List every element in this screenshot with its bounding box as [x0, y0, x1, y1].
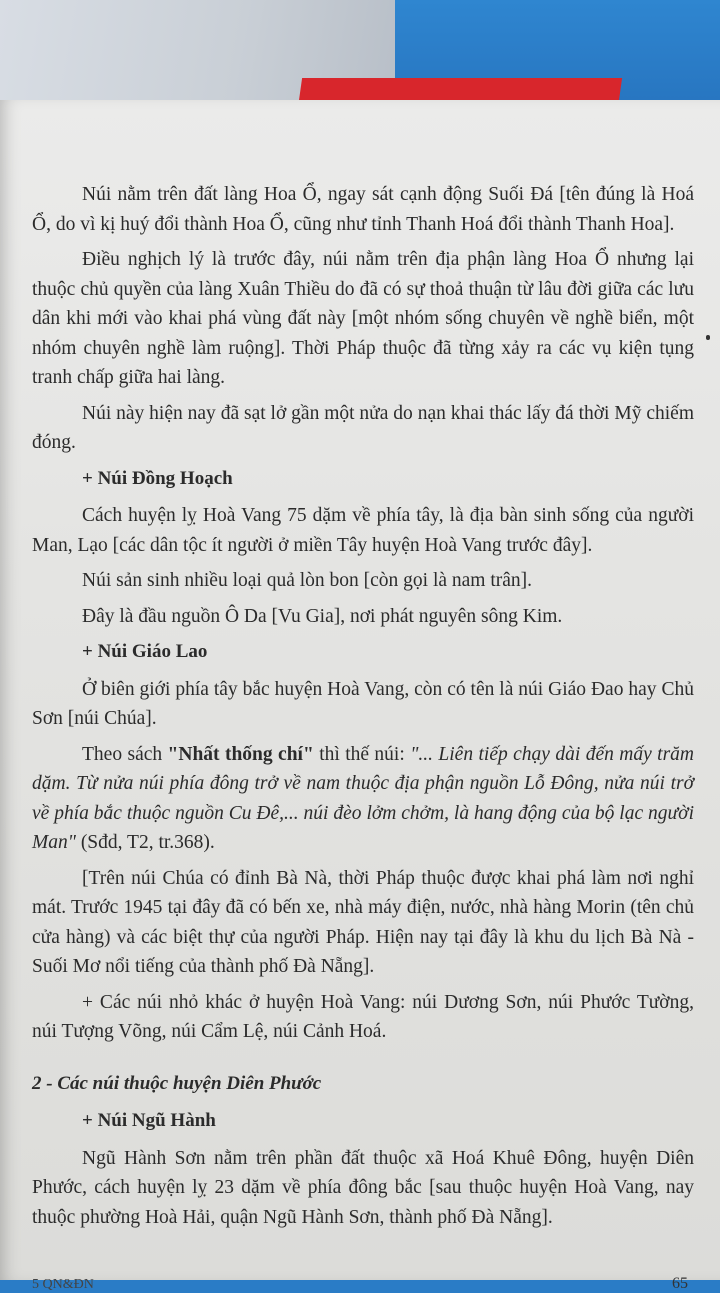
paragraph-small-mountains: + Các núi nhỏ khác ở huyện Hoà Vang: núi Dương Sơn, núi Phước Tường, núi Tượng Võng, núi Cẩm Lệ, núi Cảnh Hoá. [32, 991, 694, 1042]
paragraph-ba-na: [Trên núi Chúa có đỉnh Bà Nà, thời Pháp thuộc được khai phá làm nơi nghỉ mát. Trước 1945 tại đây đã có bến xe, nhà máy điện, nước, nhà hàng Morin (tên chủ cửa hàng) và các biệt thự của người Pháp. Hiện nay tại đây là khu du lịch Bà Nà - Suối Mơ nổi tiếng của thành phố Đà Nẵng]. [32, 867, 694, 977]
page-body [32, 180, 694, 1238]
heading-dong-hoach: + Núi Đồng Hoạch [82, 467, 233, 489]
quote-intro: thì thế núi: [313, 743, 411, 765]
paragraph-quote [32, 740, 694, 858]
paragraph-hoa-o: Núi nằm trên đất làng Hoa Ổ, ngay sát cạnh động Suối Đá [tên đúng là Hoá Ổ, do vì kị huý đổi thành Hoa Ổ, cũng như tỉnh Thanh Hoá đổi thành Thanh Hoa]. [32, 184, 694, 235]
ink-speck [706, 335, 710, 340]
paragraph-border: Ở biên giới phía tây bắc huyện Hoà Vang, còn có tên là núi Giáo Đao hay Chủ Sơn [núi Chúa]. [32, 678, 694, 729]
heading-giao-lao: + Núi Giáo Lao [82, 641, 208, 662]
paragraph-landslide: Núi này hiện nay đã sạt lở gần một nửa do nạn khai thác lấy đá thời Mỹ chiếm đóng. [32, 402, 694, 453]
heading-ngu-hanh: + Núi Ngũ Hành [82, 1110, 216, 1131]
paragraph-location: Cách huyện lỵ Hoà Vang 75 dặm về phía tây, là địa bàn sinh sống của người Man, Lạo [các dân tộc ít người ở miền Tây huyện Hoà Vang trước đây]. [32, 505, 694, 556]
quote-lead: Theo sách [82, 743, 168, 765]
paragraph-fruit: Núi sản sinh nhiều loại quả lòn bon [còn gọi là nam trân]. [82, 570, 533, 591]
section-dien-phuoc: 2 - Các núi thuộc huyện Diên Phước [32, 1072, 322, 1094]
paragraph-source: Đây là đầu nguồn Ô Da [Vu Gia], nơi phát nguyên sông Kim. [82, 605, 563, 627]
book-title: "Nhất thống chí" [167, 743, 314, 765]
page-signature: 5 QN&ĐN [32, 1277, 94, 1292]
quote-citation: (Sđd, T2, tr.368). [75, 832, 215, 853]
quote-text: "... Liên tiếp chạy dài đến mấy trăm dặm. Từ nửa núi phía đông trở về nam thuộc địa phận nguồn Lỗ Đông, nửa núi trở về phía bắc thuộc nguồn Cu Đê,... núi đèo lởm chởm, là hang động của bộ lạc người Man" [32, 743, 694, 853]
page-number: 65 [672, 1275, 688, 1292]
paragraph-ngu-hanh: Ngũ Hành Sơn nằm trên phần đất thuộc xã Hoá Khuê Đông, huyện Diên Phước, cách huyện lỵ 23 dặm về phía đông bắc [sau thuộc huyện Hoà Vang, nay thuộc phường Hoà Hải, quận Ngũ Hành Sơn, thành phố Đà Nẵng]. [32, 1147, 694, 1228]
book-page [0, 100, 720, 1292]
paragraph-dispute: Điều nghịch lý là trước đây, núi nằm trên địa phận làng Hoa Ổ nhưng lại thuộc chủ quyền của làng Xuân Thiều do đã có sự thoả thuận từ lâu đời giữa các lưu dân khi mới vào khai phá vùng đất này [một nhóm sống chuyên về nghề biển, một nhóm chuyên nghề làm ruộng]. Thời Pháp thuộc đã từng xảy ra các vụ kiện tụng tranh chấp giữa hai làng. [32, 249, 694, 388]
